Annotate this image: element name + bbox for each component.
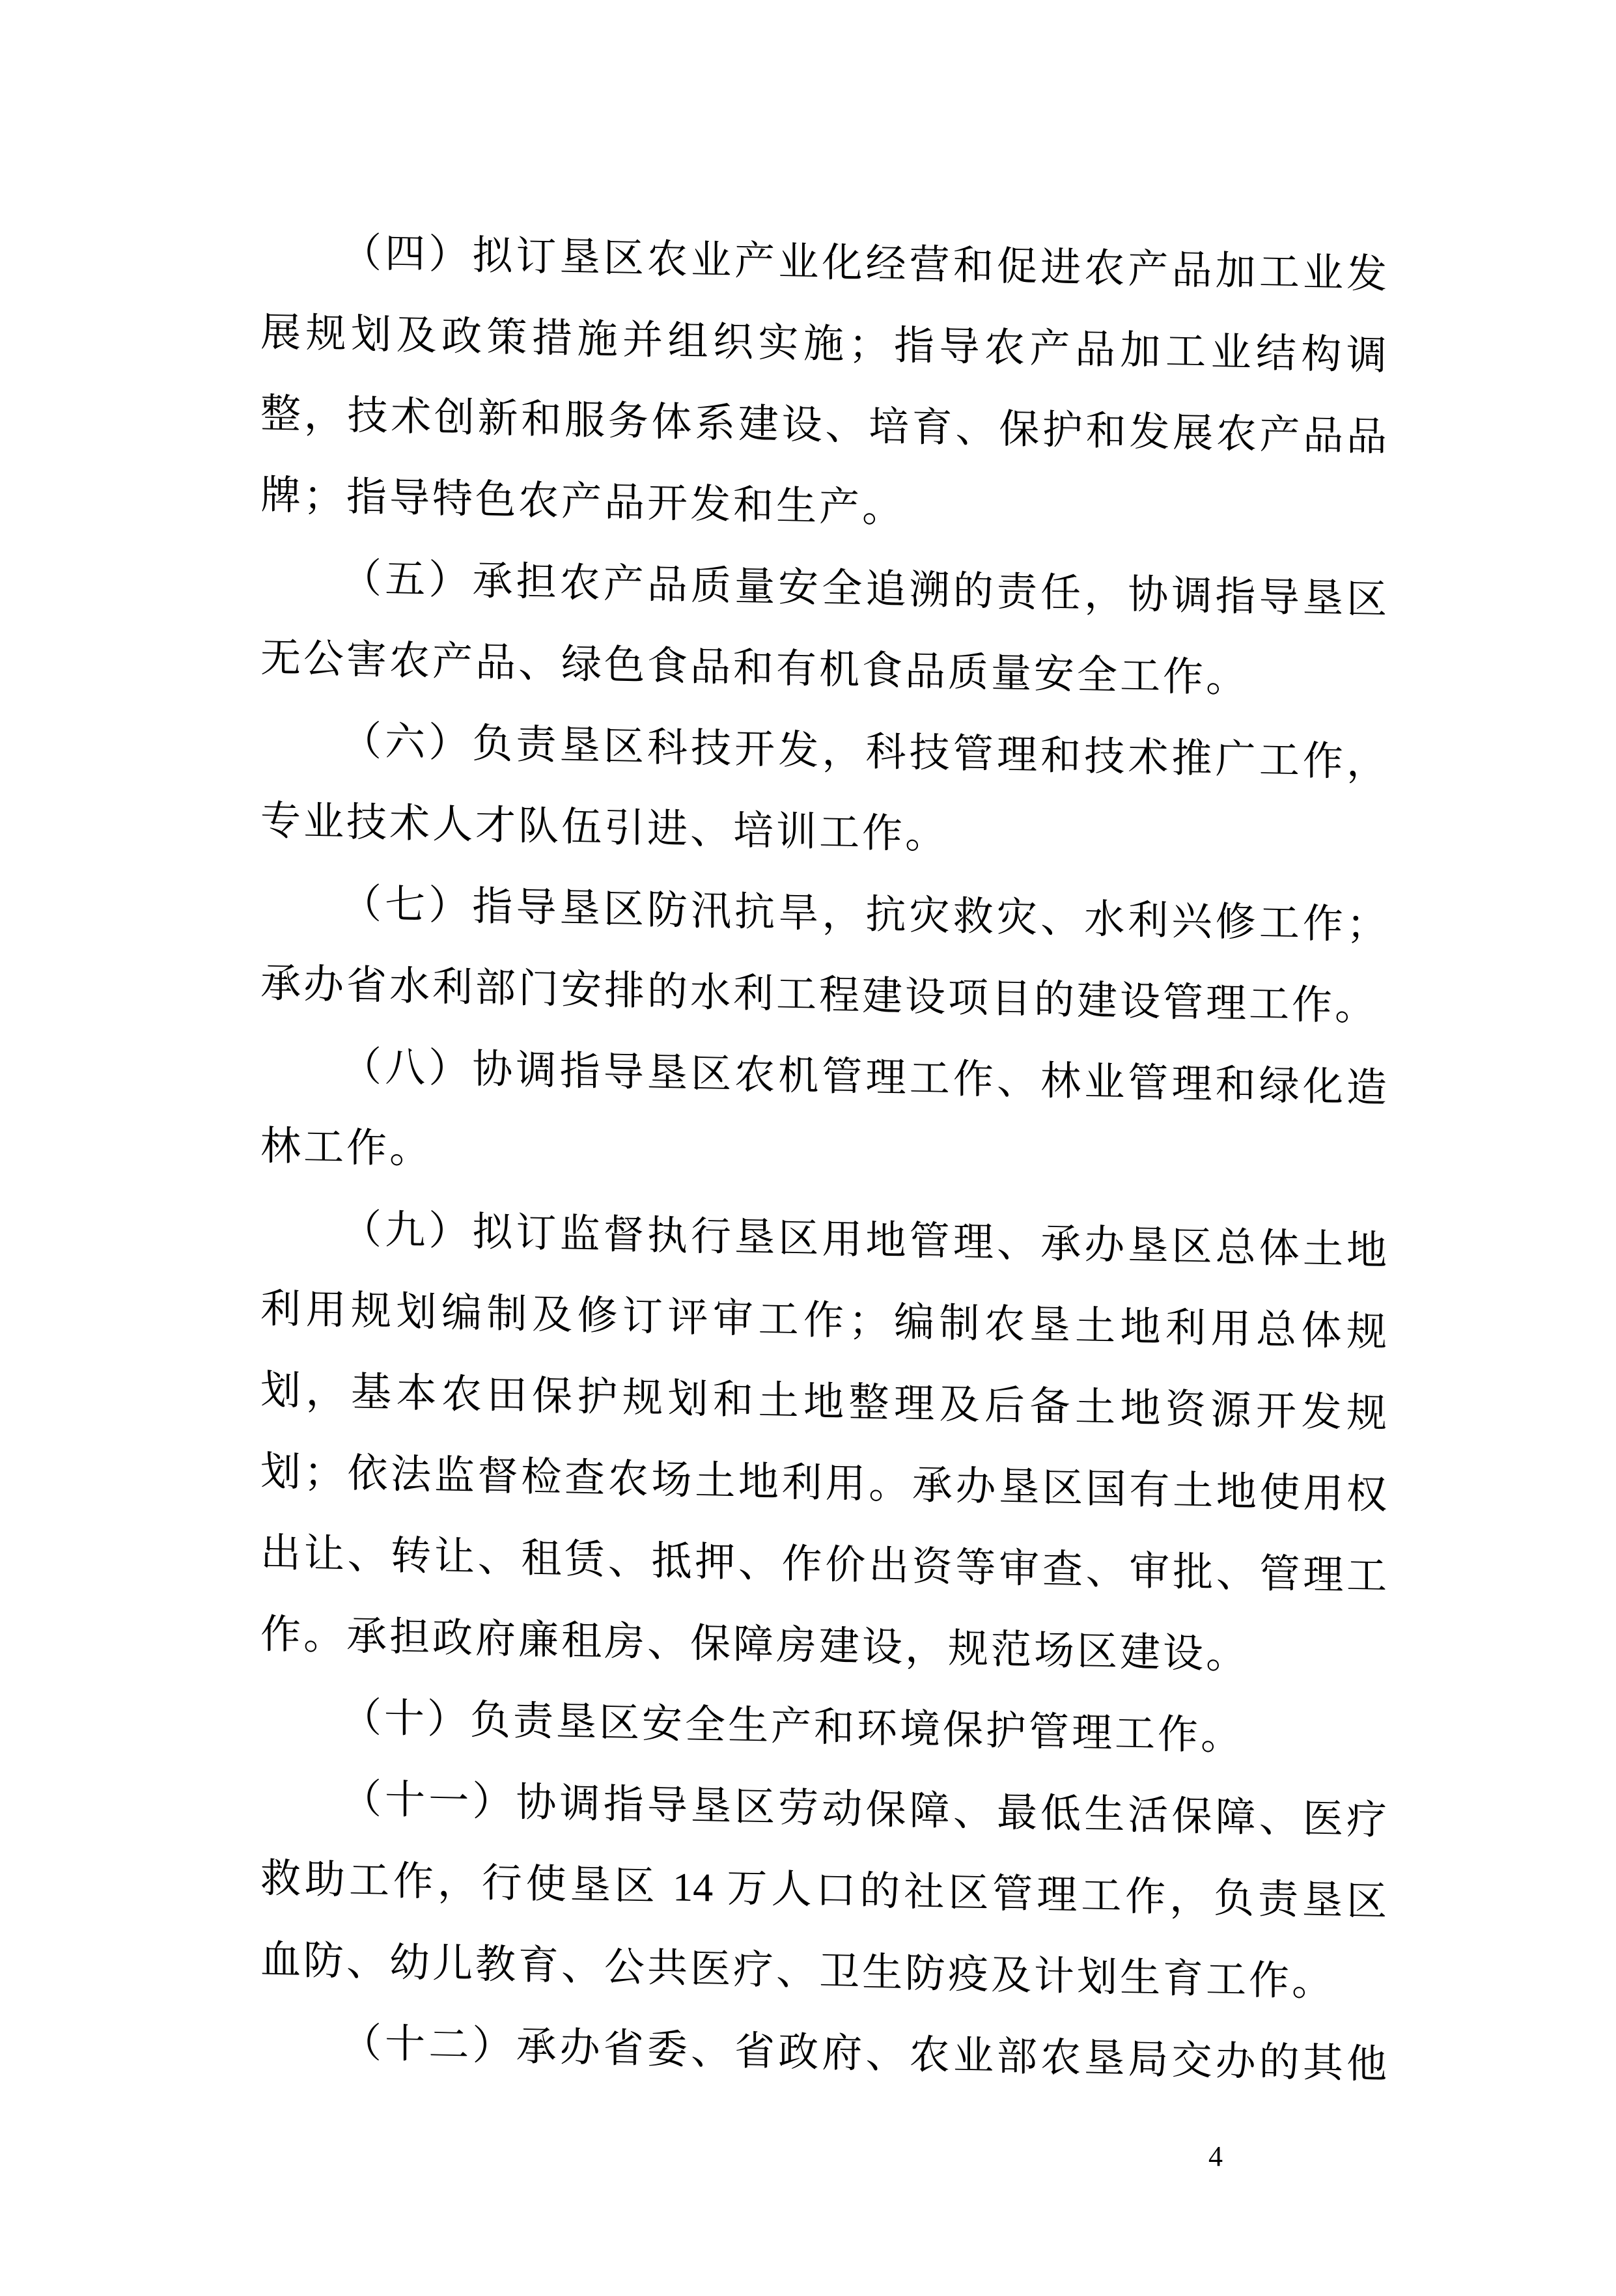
text-line: 专业技术人才队伍引进、培训工作。 xyxy=(260,799,949,858)
text-line: 承办省水利部门安排的水利工程建设项目的建设管理工作。 xyxy=(260,961,1378,1029)
text-line: 无公害农产品、绿色食品和有机食品质量安全工作。 xyxy=(260,636,1249,701)
text-line: 划；依法监督检查农场土地利用。承办垦区国有土地使用权 xyxy=(260,1450,1387,1518)
text-line: 牌；指导特色农产品开发和生产。 xyxy=(260,473,906,531)
text-line: 展规划及政策措施并组织实施；指导农产品加工业结构调 xyxy=(260,311,1387,379)
page-number: 4 xyxy=(1208,2140,1223,2172)
text-line: 出让、转让、租赁、抵押、作价出资等审查、审批、管理工 xyxy=(260,1531,1387,1599)
text-line: （六）负责垦区科技开发，科技管理和技术推广工作， xyxy=(341,719,1387,786)
text-line: 整，技术创新和服务体系建设、培育、保护和发展农产品品 xyxy=(260,392,1387,460)
text-line: 利用规划编制及修订评审工作；编制农垦土地利用总体规 xyxy=(260,1287,1387,1355)
text-line: （十一）协调指导垦区劳动保障、最低生活保障、医疗 xyxy=(341,1777,1387,1844)
text-line: （十二）承办省委、省政府、农业部农垦局交办的其他 xyxy=(341,2021,1387,2088)
document-body xyxy=(260,211,1387,2106)
text-line: 血防、幼儿教育、公共医疗、卫生防疫及计划生育工作。 xyxy=(260,1938,1335,2005)
text-line: （四）拟订垦区农业产业化经营和促进农产品加工业发 xyxy=(341,230,1387,297)
text-line: 作。承担政府廉租房、保障房建设，规范场区建设。 xyxy=(260,1612,1249,1678)
text-line: （九）拟订监督执行垦区用地管理、承办垦区总体土地 xyxy=(341,1207,1387,1274)
text-line: 林工作。 xyxy=(260,1124,433,1172)
text-line: 划，基本农田保护规划和土地整理及后备土地资源开发规 xyxy=(260,1368,1387,1437)
text-line: （八）协调指导垦区农机管理工作、林业管理和绿化造 xyxy=(341,1044,1387,1111)
text-line: （五）承担农产品质量安全追溯的责任，协调指导垦区 xyxy=(341,556,1387,623)
text-line: （七）指导垦区防汛抗旱，抗灾救灾、水利兴修工作； xyxy=(341,881,1387,948)
text-line: 救助工作，行使垦区 14 万人口的社区管理工作，负责垦区 xyxy=(260,1857,1387,1925)
text-line: （十）负责垦区安全生产和环境保护管理工作。 xyxy=(341,1695,1244,1759)
